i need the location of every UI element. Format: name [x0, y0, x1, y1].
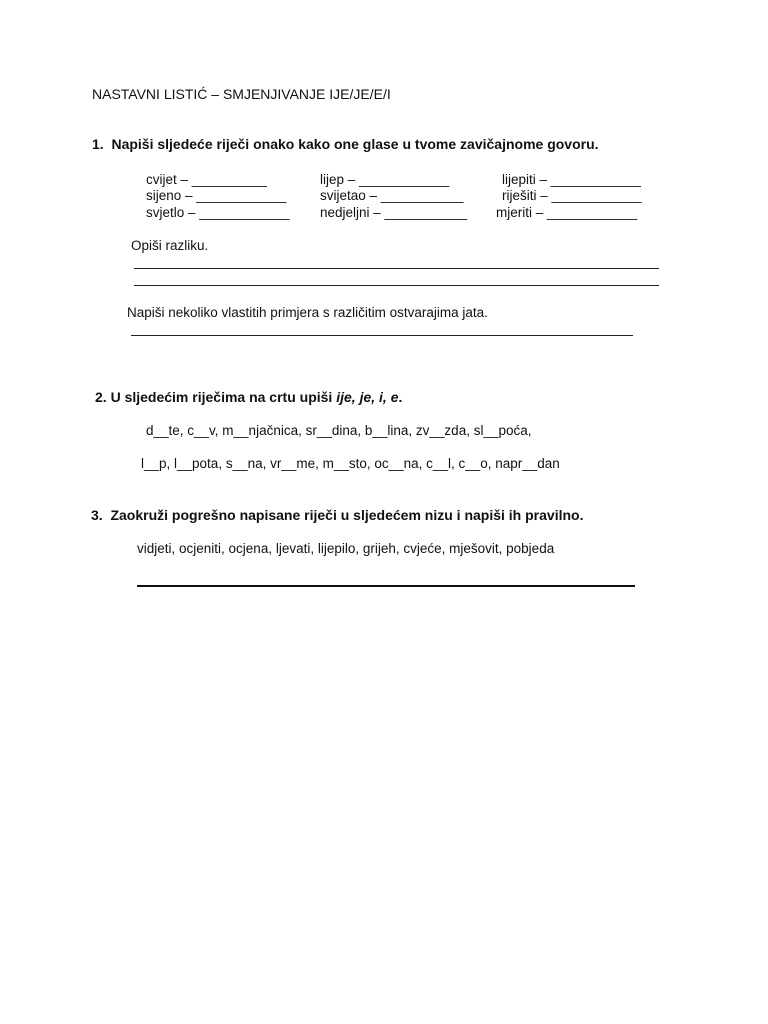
- answer-line-4[interactable]: [137, 585, 635, 587]
- answer-line-2[interactable]: [134, 285, 659, 286]
- fill-in-line-2: l__p, l__pota, s__na, vr__me, m__sto, oc__na, c__l, c__o, napr__dan: [141, 456, 560, 471]
- answer-line-3[interactable]: [131, 335, 633, 336]
- own-examples-label: Napiši nekoliko vlastitih primjera s različitim ostvarajima jata.: [127, 305, 488, 320]
- word-rijesiti: riješiti – ____________: [502, 188, 642, 203]
- question-2-heading: [95, 389, 402, 405]
- word-lijepiti: lijepiti – ____________: [502, 172, 641, 187]
- question-2-prefix: 2. U sljedećim riječima na crtu upiši: [95, 389, 337, 405]
- word-nedjeljni: nedjeljni – ___________: [320, 205, 468, 220]
- word-cvijet: cvijet – __________: [146, 172, 267, 187]
- word-sijeno: sijeno – ____________: [146, 188, 287, 203]
- question-2-suffix: .: [398, 389, 403, 405]
- question-3-heading: 3. Zaokruži pogrešno napisane riječi u sljedećem nizu i napiši ih pravilno.: [91, 507, 584, 523]
- answer-line-1[interactable]: [134, 268, 659, 269]
- question-2-items: ije, je, i, e: [336, 389, 399, 405]
- describe-difference-label: Opiši razliku.: [131, 238, 209, 253]
- word-list: vidjeti, ocjeniti, ocjena, ljevati, lijepilo, grijeh, cvjeće, mješovit, pobjeda: [137, 541, 555, 556]
- word-lijep: lijep – ____________: [320, 172, 450, 187]
- word-mjeriti: mjeriti – ____________: [496, 205, 638, 220]
- word-svjetlo: svjetlo – ____________: [146, 205, 290, 220]
- question-1-heading: 1. Napiši sljedeće riječi onako kako one glase u tvome zavičajnome govoru.: [92, 136, 599, 152]
- word-svijetao: svijetao – ___________: [320, 188, 464, 203]
- worksheet-title: NASTAVNI LISTIĆ – SMJENJIVANJE IJE/JE/E/I: [92, 86, 391, 102]
- fill-in-line-1: d__te, c__v, m__njačnica, sr__dina, b__lina, zv__zda, sl__poća,: [146, 423, 532, 438]
